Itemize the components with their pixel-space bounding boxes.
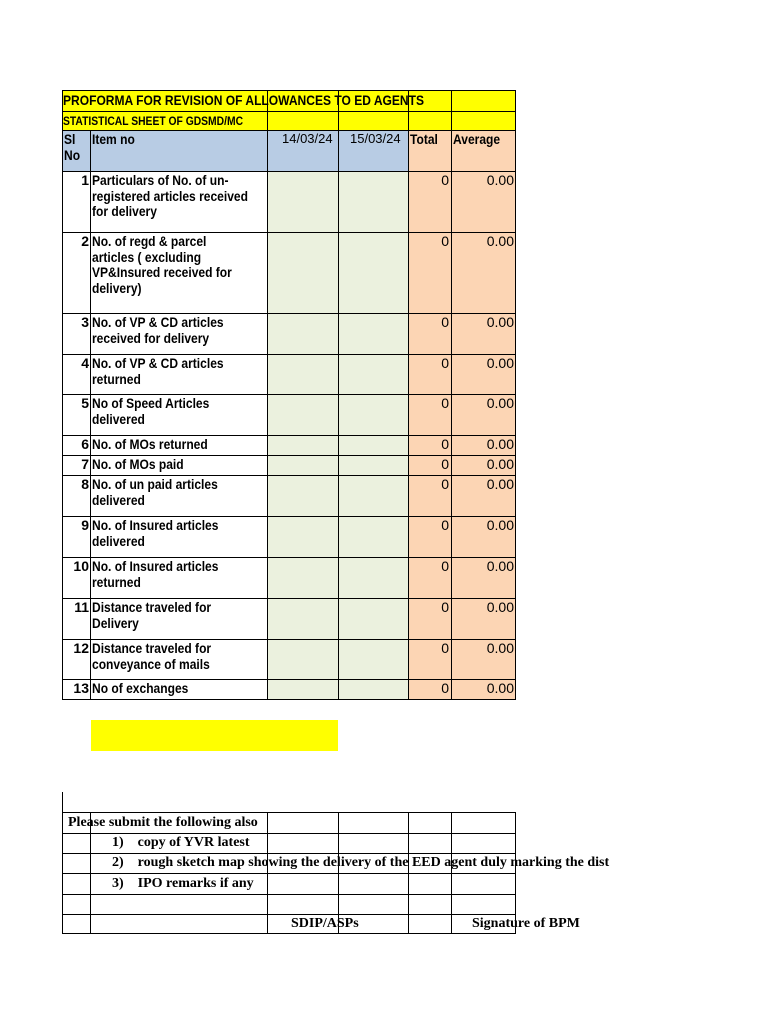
date-1-cell[interactable] [267, 394, 338, 435]
row-item-text: articles ( excluding [92, 248, 202, 265]
footer-cell[interactable] [408, 833, 451, 853]
row-total-value: 0 [441, 233, 449, 249]
row-total-value: 0 [441, 395, 449, 411]
date-1-cell[interactable] [267, 313, 338, 354]
row-sl-number: 2 [81, 233, 89, 249]
date-2-label: 15/03/24 [350, 131, 401, 146]
row-total-value: 0 [441, 476, 449, 492]
footer-instruction: Please submit the following also [68, 815, 258, 830]
footer-cell[interactable] [451, 812, 516, 833]
footer-cell[interactable] [408, 873, 451, 894]
footer-left-line [62, 792, 63, 812]
date-2-cell[interactable] [338, 557, 408, 598]
date-2-cell[interactable] [338, 354, 408, 394]
row-total-value: 0 [441, 172, 449, 188]
row-item-text: delivery) [92, 279, 142, 296]
total-label: Total [410, 131, 438, 147]
row-item-text: Distance traveled for [92, 640, 212, 656]
sheet-subtitle: STATISTICAL SHEET OF GDSMD/MC [63, 114, 244, 128]
row-average-value: 0.00 [486, 680, 514, 696]
row-item-text: Distance traveled for [92, 599, 212, 615]
date-2-cell[interactable] [338, 435, 408, 455]
footer-cell[interactable] [451, 833, 516, 853]
date-1-cell[interactable] [267, 435, 338, 455]
row-item-text: returned [92, 370, 141, 387]
average-label: Average [453, 131, 501, 147]
footer-cell[interactable] [90, 894, 267, 914]
row-total-value: 0 [441, 314, 449, 330]
row-average-value: 0.00 [486, 599, 514, 615]
row-average-value: 0.00 [486, 640, 514, 656]
row-item-text: No. of VP & CD articles [92, 355, 224, 371]
footer-cell[interactable] [267, 873, 338, 894]
row-average-value: 0.00 [486, 517, 514, 533]
row-sl-number: 6 [81, 436, 89, 452]
row-item-text: No. of MOs returned [92, 436, 208, 452]
date-1-cell[interactable] [267, 475, 338, 516]
row-item-text: returned [92, 573, 141, 590]
row-total-value: 0 [441, 517, 449, 533]
footer-cell[interactable] [62, 873, 90, 894]
bpm-signature-label: Signature of BPM [472, 916, 580, 931]
row-total-value: 0 [441, 355, 449, 371]
subtitle-cell[interactable] [451, 111, 516, 130]
sdip-asps-label: SDIP/ASPs [291, 916, 359, 931]
row-sl-number: 5 [81, 395, 89, 411]
date-2-cell[interactable] [338, 598, 408, 639]
row-sl-number: 7 [81, 456, 89, 472]
footer-cell[interactable] [267, 833, 338, 853]
row-sl-number: 4 [81, 355, 89, 371]
date-1-cell[interactable] [267, 232, 338, 313]
row-item-text: No. of Insured articles [92, 517, 219, 533]
row-sl-number: 13 [73, 680, 89, 696]
row-average-value: 0.00 [486, 395, 514, 411]
footer-cell[interactable] [267, 894, 338, 914]
date-1-cell[interactable] [267, 598, 338, 639]
footer-cell[interactable] [408, 914, 451, 934]
row-item-text: received for delivery [92, 329, 210, 346]
row-item-text: Particulars of No. of un- [92, 172, 229, 188]
highlight-block[interactable] [91, 720, 338, 751]
footer-item-3: 3) IPO remarks if any [112, 876, 254, 891]
date-1-cell[interactable] [267, 171, 338, 232]
row-average-value: 0.00 [486, 476, 514, 492]
footer-cell[interactable] [62, 853, 90, 873]
row-item-text: delivered [92, 532, 145, 549]
date-2-cell[interactable] [338, 394, 408, 435]
row-total-value: 0 [441, 436, 449, 452]
footer-cell[interactable] [408, 812, 451, 833]
item-no-label: Item no [92, 131, 135, 147]
footer-cell[interactable] [338, 812, 408, 833]
date-2-cell[interactable] [338, 313, 408, 354]
row-sl-number: 12 [73, 640, 89, 656]
footer-cell[interactable] [338, 873, 408, 894]
date-2-cell[interactable] [338, 232, 408, 313]
date-2-cell[interactable] [338, 639, 408, 679]
row-item-text: No. of MOs paid [92, 456, 184, 472]
row-item-text: No. of regd & parcel [92, 233, 207, 249]
footer-cell[interactable] [62, 914, 90, 934]
row-item-text: conveyance of mails [92, 655, 210, 672]
row-sl-number: 11 [74, 599, 89, 615]
footer-cell[interactable] [451, 894, 516, 914]
date-1-cell[interactable] [267, 516, 338, 557]
row-total-value: 0 [441, 558, 449, 574]
date-1-label: 14/03/24 [282, 131, 333, 146]
subtitle-cell[interactable] [338, 111, 408, 130]
row-item-text: No. of VP & CD articles [92, 314, 224, 330]
date-1-cell[interactable] [267, 455, 338, 475]
footer-cell[interactable] [90, 914, 267, 934]
row-average-value: 0.00 [486, 436, 514, 452]
date-2-cell[interactable] [338, 679, 408, 700]
row-item-text: No of exchanges [92, 680, 189, 696]
row-sl-number: 1 [81, 172, 89, 188]
row-item-text: delivered [92, 410, 145, 427]
row-sl-number: 8 [81, 476, 89, 492]
subtitle-cell[interactable] [408, 111, 451, 130]
row-sl-number: 3 [81, 314, 89, 330]
row-sl-number: 9 [81, 517, 89, 533]
row-total-value: 0 [441, 640, 449, 656]
footer-cell[interactable] [338, 833, 408, 853]
date-1-cell[interactable] [267, 679, 338, 700]
row-total-value: 0 [441, 599, 449, 615]
sl-no-label: Sl No [64, 131, 81, 163]
row-item-text: delivered [92, 491, 145, 508]
row-total-value: 0 [441, 680, 449, 696]
footer-cell[interactable] [62, 833, 90, 853]
row-total-value: 0 [441, 456, 449, 472]
footer-cell[interactable] [451, 873, 516, 894]
row-item-text: registered articles received [92, 187, 248, 204]
footer-item-1: 1) copy of YVR latest [112, 835, 250, 850]
row-average-value: 0.00 [486, 314, 514, 330]
row-item-text: No of Speed Articles [92, 395, 210, 411]
date-1-cell[interactable] [267, 354, 338, 394]
row-item-text: VP&Insured received for [92, 264, 232, 280]
footer-cell[interactable] [408, 894, 451, 914]
row-average-value: 0.00 [486, 172, 514, 188]
footer-item-2: 2) rough sketch map showing the delivery of the EED agent duly marking the dist [112, 855, 610, 870]
row-sl-number: 10 [73, 558, 89, 574]
date-2-cell[interactable] [338, 455, 408, 475]
row-average-value: 0.00 [486, 233, 514, 249]
date-2-cell[interactable] [338, 171, 408, 232]
date-2-cell[interactable] [338, 475, 408, 516]
row-item-text: No. of un paid articles [92, 476, 218, 492]
date-2-cell[interactable] [338, 516, 408, 557]
footer-cell[interactable] [62, 894, 90, 914]
footer-cell[interactable] [267, 812, 338, 833]
row-item-text: for delivery [92, 203, 157, 219]
row-average-value: 0.00 [486, 355, 514, 371]
date-1-cell[interactable] [267, 639, 338, 679]
row-average-value: 0.00 [486, 456, 514, 472]
row-average-value: 0.00 [486, 558, 514, 574]
subtitle-cell[interactable] [267, 111, 338, 130]
sheet-title: PROFORMA FOR REVISION OF ALLOWANCES TO ED AGENTS [63, 92, 424, 108]
footer-cell[interactable] [338, 894, 408, 914]
date-1-cell[interactable] [267, 557, 338, 598]
row-item-text: Delivery [92, 614, 139, 631]
row-item-text: No. of Insured articles [92, 558, 219, 574]
